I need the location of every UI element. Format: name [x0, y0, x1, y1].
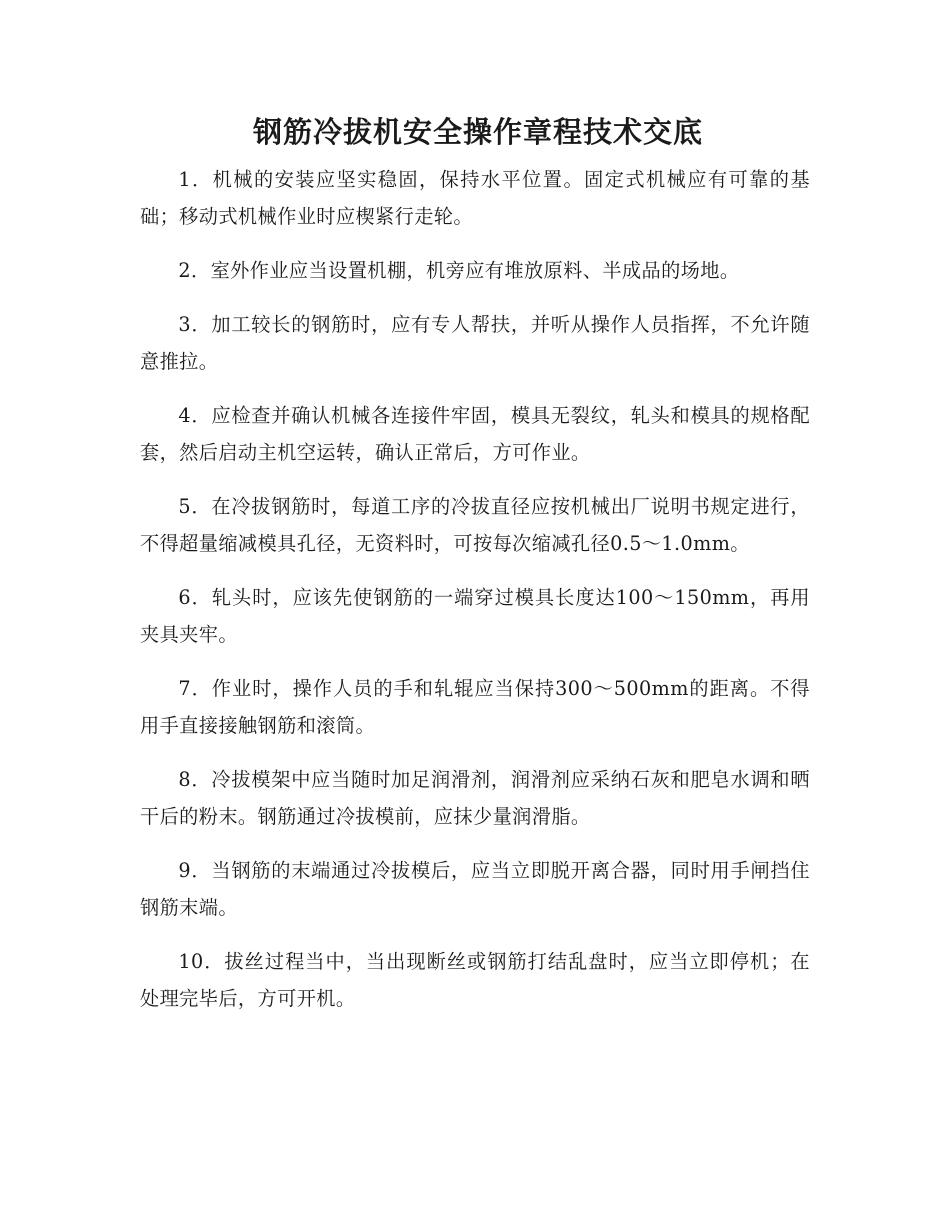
paragraph-4: 4．应检查并确认机械各连接件牢固，模具无裂纹，轧头和模具的规格配套，然后启动主机空运转，确认正常后，方可作业。	[140, 404, 810, 464]
document-title: 钢筋冷拔机安全操作章程技术交底	[252, 115, 703, 149]
paragraph-6: 6．轧头时，应该先使钢筋的一端穿过模具长度达100～150mm，再用夹具夹牢。	[140, 586, 810, 646]
paragraph-1: 1．机械的安装应坚实稳固，保持水平位置。固定式机械应有可靠的基础；移动式机械作业时应楔紧行走轮。	[140, 168, 810, 228]
paragraph-8: 8．冷拔模架中应当随时加足润滑剂，润滑剂应采纳石灰和肥皂水调和晒干后的粉末。钢筋通过冷拔模前，应抹少量润滑脂。	[140, 768, 810, 828]
paragraph-3: 3．加工较长的钢筋时，应有专人帮扶，并听从操作人员指挥，不允许随意推拉。	[140, 313, 810, 373]
paragraph-5: 5．在冷拔钢筋时，每道工序的冷拔直径应按机械出厂说明书规定进行，不得超量缩减模具孔径，无资料时，可按每次缩减孔径0.5～1.0mm。	[140, 495, 810, 555]
paragraph-7: 7．作业时，操作人员的手和轧辊应当保持300～500mm的距离。不得用手直接接触钢筋和滚筒。	[140, 677, 810, 737]
paragraph-2: 2．室外作业应当设置机棚，机旁应有堆放原料、半成品的场地。	[178, 259, 740, 282]
paragraph-9: 9．当钢筋的末端通过冷拔模后，应当立即脱开离合器，同时用手闸挡住钢筋末端。	[140, 859, 810, 919]
paragraph-10: 10．拔丝过程当中，当出现断丝或钢筋打结乱盘时，应当立即停机；在处理完毕后，方可开机。	[140, 950, 810, 1010]
